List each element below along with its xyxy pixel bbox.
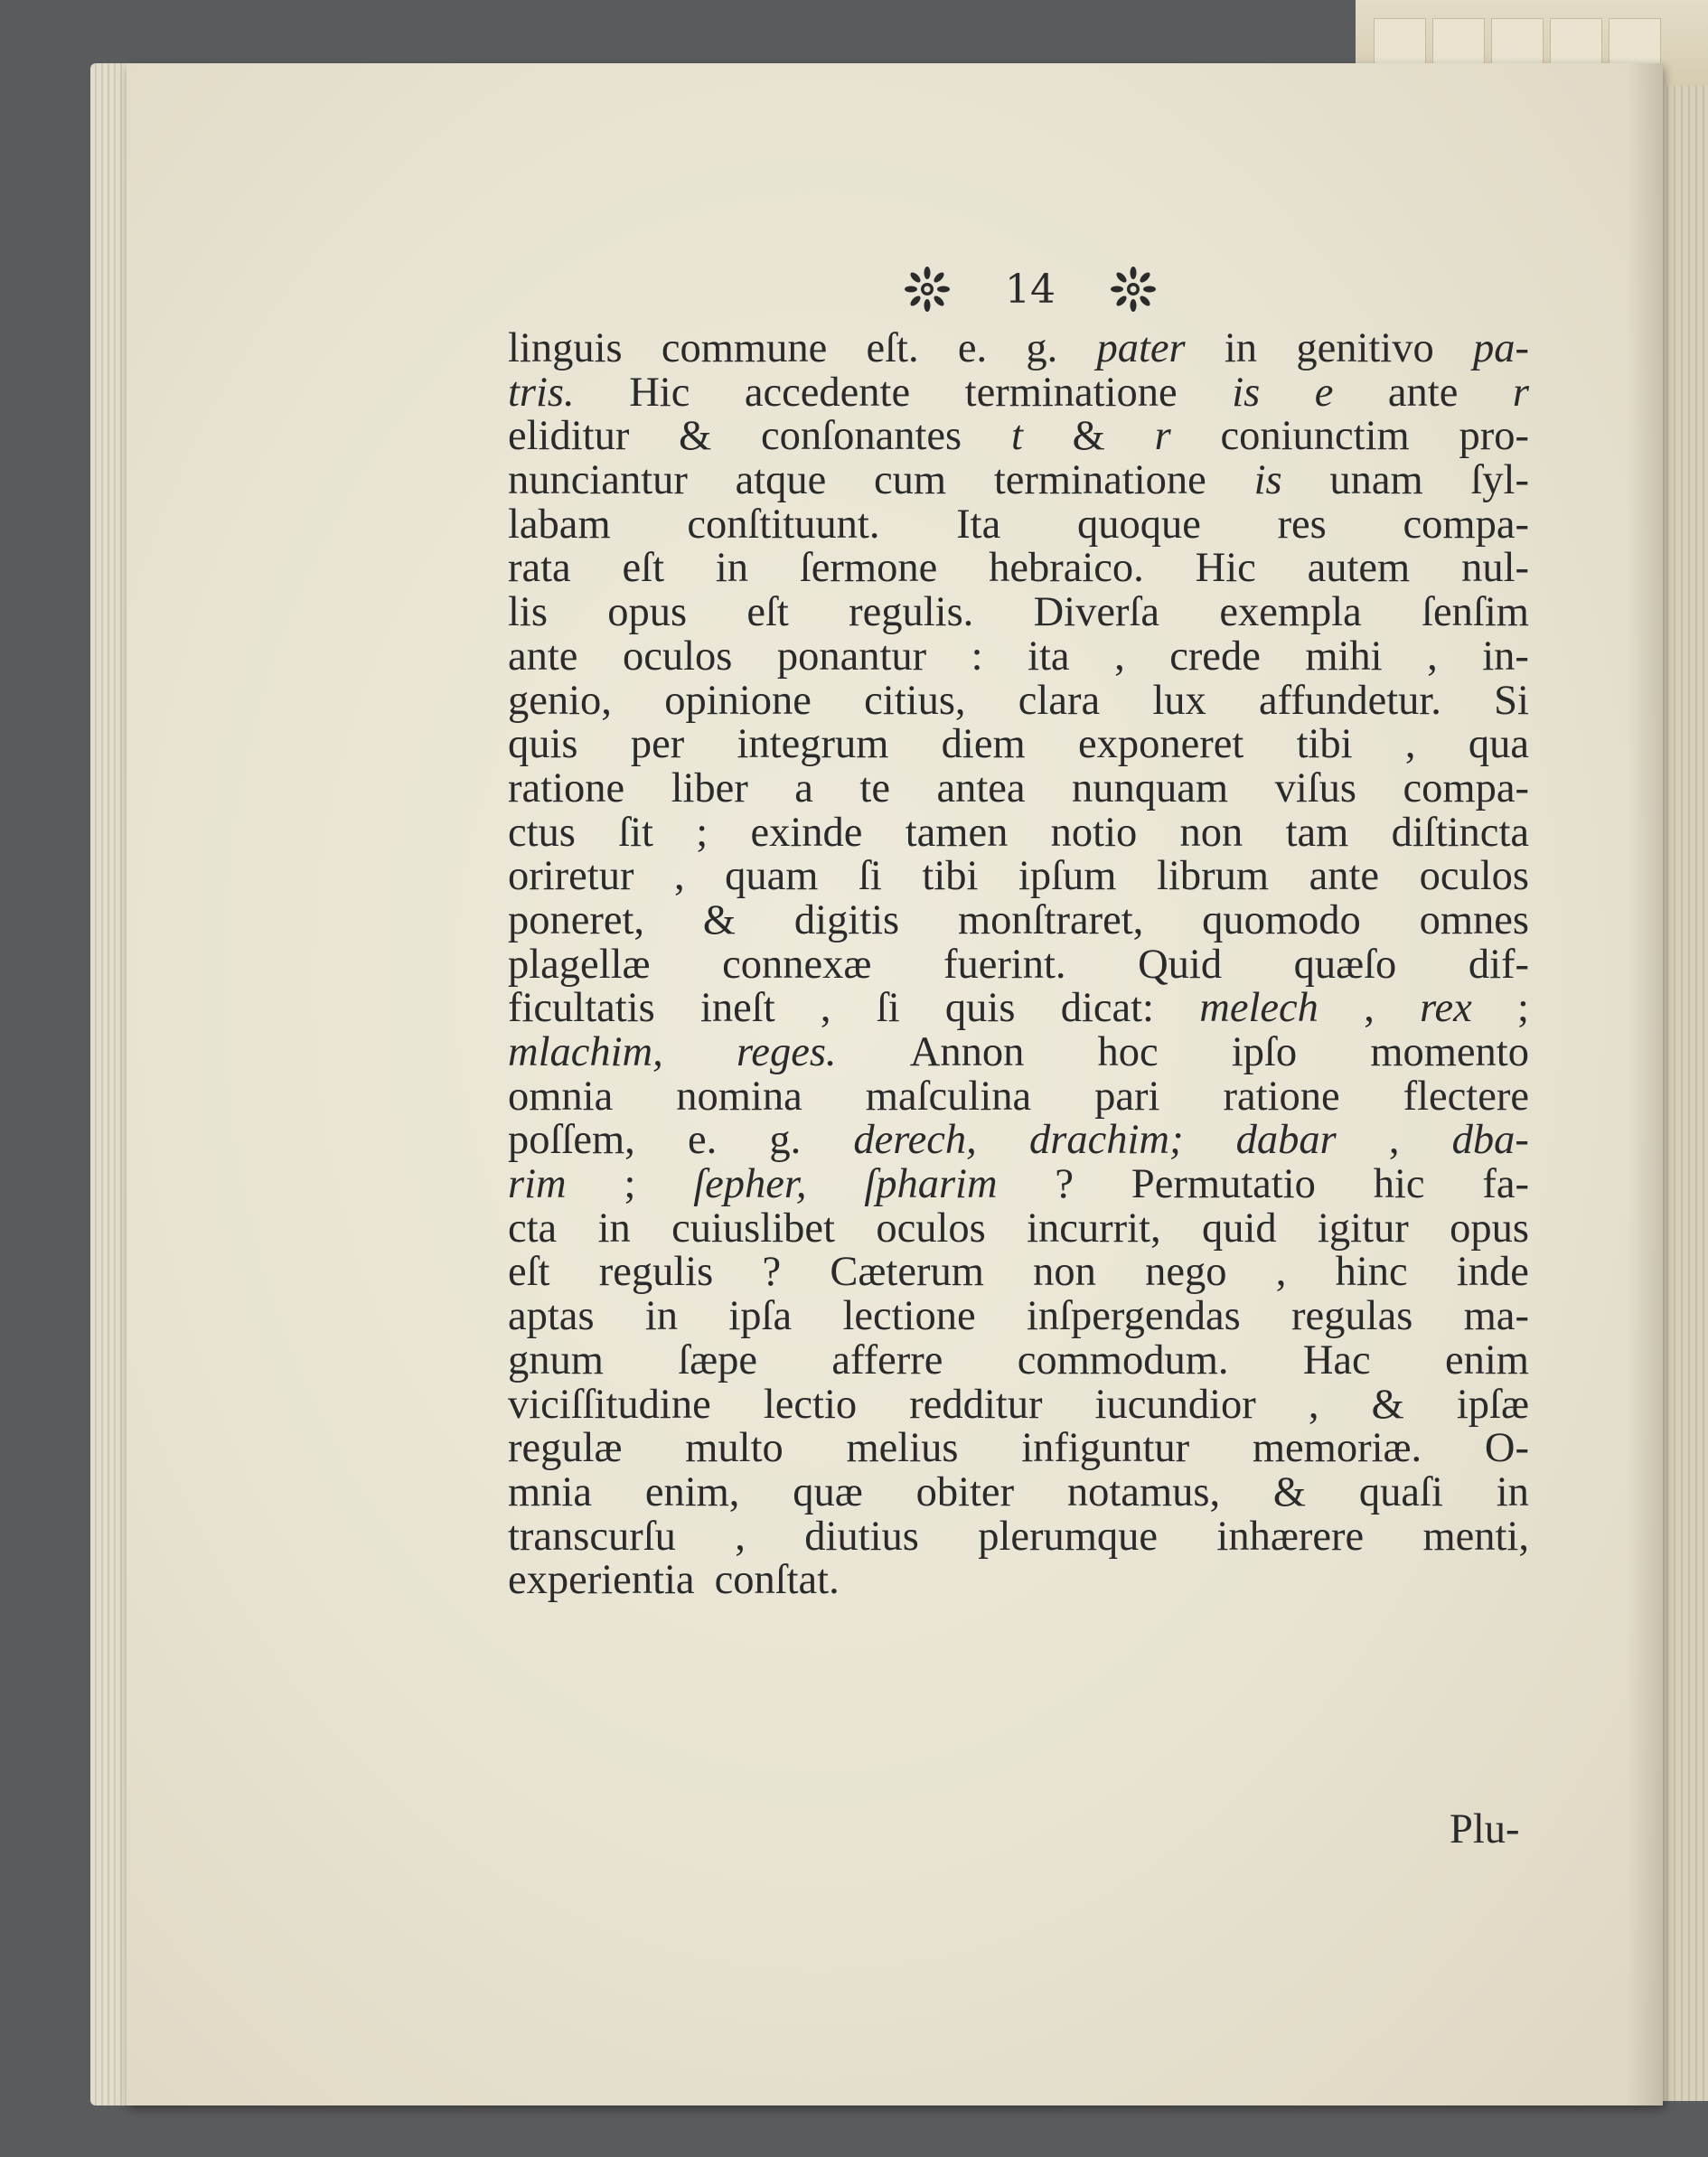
word: Annon [909, 1029, 1025, 1075]
word: omnes [1419, 896, 1529, 943]
word: ante [1309, 853, 1380, 900]
page-gutter [1627, 63, 1663, 2105]
word: Diverſa [1033, 589, 1160, 636]
word: is [1253, 457, 1282, 504]
word: exponeret [1077, 721, 1244, 768]
text-line [508, 764, 1529, 811]
word: nunciantur [508, 457, 688, 504]
word: iucundior [1094, 1381, 1256, 1428]
word: affundetur. [1259, 677, 1441, 724]
word: afferre [831, 1336, 943, 1383]
word: ſi [876, 985, 900, 1032]
word: experientia [508, 1557, 695, 1604]
word: redditur [909, 1381, 1043, 1428]
word: notio [1050, 809, 1138, 856]
word: ficultatis [508, 985, 655, 1032]
word: te [859, 764, 890, 811]
word: , [820, 985, 831, 1032]
word: transcurſu [508, 1513, 676, 1560]
page-header [904, 258, 1157, 321]
word: ; [1517, 985, 1529, 1032]
word: regulas [1291, 1293, 1413, 1340]
word: liber [671, 764, 748, 811]
word: menti, [1422, 1513, 1529, 1560]
word: , [1427, 633, 1438, 680]
word: eſt [508, 1249, 550, 1296]
word: fuerint. [943, 941, 1066, 988]
text-line [508, 1336, 1529, 1383]
word: regulæ [508, 1425, 623, 1472]
word: melius [846, 1425, 959, 1472]
word: quis [944, 985, 1016, 1032]
word: quomodo [1202, 896, 1361, 943]
text-line [508, 723, 1529, 767]
word: eſt [622, 545, 665, 592]
word: ? [762, 1249, 782, 1296]
word: , [673, 853, 685, 900]
word: res [1277, 501, 1327, 548]
word: ſepher, [693, 1161, 807, 1208]
word: genitivo [1296, 325, 1434, 371]
word: conſonantes [761, 413, 962, 460]
word: & [1072, 413, 1105, 460]
word: labam [508, 501, 611, 548]
text-line [508, 1295, 1529, 1339]
text-line [508, 943, 1529, 988]
word: ſpharim [864, 1161, 998, 1208]
word: opus [1450, 1205, 1529, 1252]
word: igitur [1318, 1205, 1409, 1252]
word: tris. [508, 369, 575, 416]
word: per [630, 721, 685, 768]
rosette-ornament-icon [904, 266, 951, 313]
word: g. [769, 1117, 802, 1164]
word: ante [508, 633, 578, 680]
word: nego [1145, 1249, 1227, 1296]
word: in [1496, 1468, 1529, 1515]
word: ante [1387, 369, 1459, 416]
word: rata [508, 545, 571, 592]
page-number: 14 [1005, 266, 1056, 313]
word: dicat: [1060, 985, 1154, 1032]
word: memoriæ. [1252, 1425, 1422, 1472]
word: ſæpe [678, 1336, 758, 1383]
text-line [508, 855, 1529, 899]
text-line [508, 1251, 1529, 1295]
word: inſpergendas [1026, 1293, 1241, 1340]
word: quis [508, 721, 578, 768]
word: qua [1468, 721, 1529, 768]
word: maſculina [865, 1073, 1032, 1120]
word: , [1275, 1249, 1287, 1296]
word: , [735, 1513, 746, 1560]
word: aptas [508, 1293, 595, 1340]
word: lectione [842, 1293, 976, 1340]
word: Hic [1195, 545, 1256, 592]
word: lux [1152, 677, 1206, 724]
word: librum [1157, 853, 1270, 900]
word: accedente [744, 369, 911, 416]
word: r [1154, 413, 1171, 460]
word: incurrit, [1027, 1205, 1161, 1252]
word: reges. [736, 1029, 837, 1075]
word: regulis [598, 1249, 714, 1296]
word: ipſum [1018, 853, 1117, 900]
word: nunquam [1072, 764, 1229, 811]
word: ſenſim [1422, 589, 1529, 636]
word: e. [957, 325, 988, 371]
word: clara [1018, 677, 1101, 724]
word: non [1033, 1249, 1096, 1296]
word: pari [1094, 1073, 1160, 1120]
body-text [508, 327, 1529, 1603]
text-line [508, 1559, 1529, 1603]
word: poſſem, [508, 1117, 635, 1164]
word: ſit [618, 809, 653, 856]
word: cuiuslibet [671, 1205, 835, 1252]
word: ſi [859, 853, 882, 900]
word: mnia [508, 1468, 592, 1515]
word: cum [874, 457, 947, 504]
word: fa- [1482, 1161, 1529, 1208]
word: ſermone [799, 545, 938, 592]
text-line [508, 327, 1529, 371]
word: exinde [750, 809, 863, 856]
text-line [508, 1383, 1529, 1428]
word: regulis. [849, 589, 974, 636]
word: nomina [676, 1073, 802, 1120]
word: Permutatio [1131, 1161, 1316, 1208]
text-line [508, 1468, 1529, 1515]
word: rex [1420, 985, 1472, 1032]
word: pater [1096, 325, 1186, 371]
word: , [1308, 1381, 1319, 1428]
word: Ita [956, 501, 1001, 548]
word: pa- [1472, 325, 1529, 371]
word: dabar [1235, 1117, 1337, 1164]
word: commune [661, 325, 828, 371]
word: rim [508, 1161, 567, 1208]
word: genio, [508, 677, 612, 724]
text-line [508, 677, 1529, 724]
text-line [508, 1515, 1529, 1560]
text-line [508, 1427, 1529, 1471]
word: in [1224, 325, 1258, 371]
word: Cæterum [830, 1249, 984, 1296]
word: plerumque [978, 1513, 1159, 1560]
word: , [1114, 633, 1125, 680]
word: e [1314, 369, 1334, 416]
word: tam [1285, 809, 1349, 856]
word: diſtincta [1391, 809, 1529, 856]
word: & [1272, 1468, 1307, 1515]
word: dif- [1468, 941, 1529, 988]
word: diem [941, 721, 1026, 768]
word: hoc [1097, 1029, 1159, 1075]
word: & [702, 896, 737, 943]
word: Hic [629, 369, 690, 416]
word: inhærere [1216, 1513, 1365, 1560]
word: Quid [1138, 941, 1223, 988]
word: multo [685, 1425, 784, 1472]
word: terminatione [993, 457, 1206, 504]
word: quoque [1076, 501, 1201, 548]
word: autem [1307, 545, 1411, 592]
word: ipſo [1231, 1029, 1298, 1075]
word: ponantur [776, 633, 927, 680]
word: quaſi [1358, 1468, 1443, 1515]
word: e. [687, 1117, 718, 1164]
word: infiguntur [1021, 1425, 1190, 1472]
word: in [715, 545, 749, 592]
word: ineſt [699, 985, 775, 1032]
word: coniunctim [1220, 413, 1410, 460]
text-line [508, 1207, 1529, 1252]
word: tamen [905, 809, 1009, 856]
word: tibi [922, 853, 979, 900]
catchword: Plu- [1450, 1806, 1520, 1852]
word: gnum [508, 1336, 604, 1383]
word: pro- [1459, 413, 1529, 460]
text-line [508, 415, 1529, 459]
text-line [508, 1119, 1529, 1163]
text-line [508, 1075, 1529, 1120]
word: flectere [1403, 1073, 1529, 1120]
word: in [597, 1205, 631, 1252]
word: quam [725, 853, 819, 900]
word: ratione [508, 764, 625, 811]
word: ; [696, 809, 709, 856]
word: & [1371, 1381, 1404, 1428]
word: compa- [1403, 501, 1529, 548]
word: plagellæ [508, 941, 651, 988]
word: hic [1373, 1161, 1425, 1208]
word: quæſo [1293, 941, 1397, 988]
word: hebraico. [989, 545, 1144, 592]
word: enim [1444, 1336, 1529, 1383]
word: oculos [876, 1205, 986, 1252]
word: eliditur [508, 413, 630, 460]
text-line [508, 896, 1529, 943]
word: in [644, 1293, 679, 1340]
word: Si [1494, 677, 1529, 724]
word: mlachim, [508, 1029, 663, 1075]
word: O- [1484, 1425, 1529, 1472]
word: ; [624, 1161, 636, 1208]
word: connexæ [722, 941, 872, 988]
word: oculos [622, 633, 733, 680]
word: crede [1169, 633, 1261, 680]
word: ma- [1463, 1293, 1529, 1340]
word: viciſſitudine [508, 1381, 711, 1428]
word: r [1512, 369, 1529, 416]
word: enim, [644, 1468, 740, 1515]
word: conſtituunt. [687, 501, 880, 548]
word: tibi [1296, 721, 1353, 768]
word: is [1232, 369, 1261, 416]
word: unam [1329, 457, 1423, 504]
word: : [971, 633, 983, 680]
word: diutius [804, 1513, 919, 1560]
word: drachim; [1028, 1117, 1184, 1164]
word: oriretur [508, 853, 634, 900]
word: & [679, 413, 712, 460]
word: ctus [508, 809, 576, 856]
word: oculos [1419, 853, 1529, 900]
word: in- [1482, 633, 1529, 680]
word: inde [1456, 1249, 1529, 1296]
text-line [508, 1163, 1529, 1207]
rosette-ornament-icon [1110, 266, 1157, 313]
word: , [1364, 985, 1375, 1032]
word: Hac [1302, 1336, 1371, 1383]
word: dba- [1451, 1117, 1529, 1164]
word: obiter [915, 1468, 1015, 1515]
word: antea [936, 764, 1026, 811]
text-line [508, 503, 1529, 548]
word: melech [1199, 985, 1319, 1032]
word: ratione [1223, 1073, 1340, 1120]
word: , [1388, 1117, 1400, 1164]
word: atque [735, 457, 827, 504]
word: notamus, [1066, 1468, 1221, 1515]
word: lectio [763, 1381, 858, 1428]
text-line [508, 547, 1529, 591]
word: momento [1370, 1029, 1529, 1075]
word: commodum. [1017, 1336, 1229, 1383]
word: mihi [1305, 633, 1383, 680]
word: compa- [1403, 764, 1529, 811]
word: ita [1028, 633, 1070, 680]
word: opus [607, 589, 688, 636]
word: quæ [793, 1468, 863, 1515]
word: monſtraret, [957, 896, 1144, 943]
word: derech, [853, 1117, 977, 1164]
word: integrum [737, 721, 889, 768]
word: nul- [1461, 545, 1529, 592]
word: a [794, 764, 813, 811]
word: ipſæ [1456, 1381, 1529, 1428]
text-line [508, 1031, 1529, 1075]
word: opinione [664, 677, 812, 724]
text-line [508, 987, 1529, 1031]
word: digitis [793, 896, 900, 943]
word: eſt [746, 589, 789, 636]
text-line [508, 635, 1529, 680]
word: ipſa [728, 1293, 793, 1340]
word: t [1010, 413, 1023, 460]
word: poneret, [508, 896, 645, 943]
word: citius, [864, 677, 966, 724]
word: conſtat. [714, 1557, 840, 1604]
word: cta [508, 1205, 558, 1252]
word: terminatione [964, 369, 1178, 416]
word: non [1179, 809, 1243, 856]
word: eſt. [866, 325, 919, 371]
word: viſus [1274, 764, 1357, 811]
text-line [508, 811, 1529, 856]
text-line [508, 459, 1529, 503]
word: lis [508, 589, 548, 636]
word: exempla [1219, 589, 1362, 636]
word: omnia [508, 1073, 614, 1120]
word: quid [1201, 1205, 1277, 1252]
word: ſyl- [1470, 457, 1529, 504]
text-line [508, 591, 1529, 635]
word: hinc [1335, 1249, 1408, 1296]
text-line [508, 371, 1529, 416]
word: linguis [508, 325, 623, 371]
word: g. [1026, 325, 1058, 371]
word: ? [1055, 1161, 1075, 1208]
word: , [1404, 721, 1416, 768]
